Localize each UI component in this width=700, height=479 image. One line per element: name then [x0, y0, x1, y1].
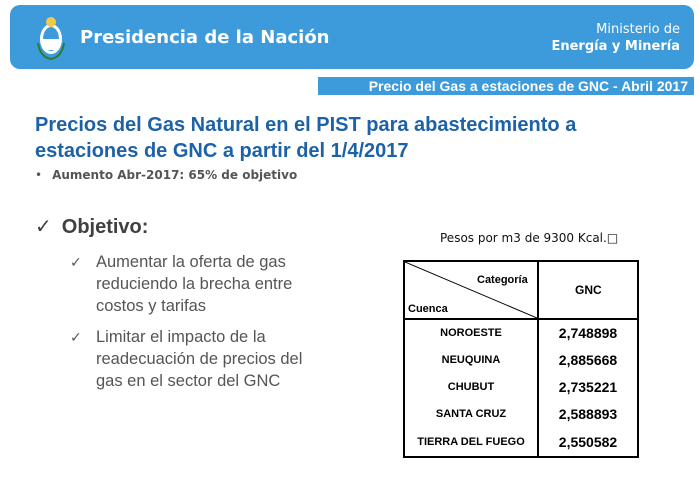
header-cuenca: Cuenca	[408, 303, 448, 315]
increase-text: Aumento Abr-2017: 65% de objetivo	[52, 168, 298, 182]
slide-title	[35, 112, 675, 164]
objetivo-item-line: costos y tarifas	[96, 297, 207, 315]
gnc-cell: 2,550582	[558, 434, 618, 450]
table-row	[405, 324, 637, 344]
table-divider	[405, 318, 637, 320]
checkmark-icon: ✓	[35, 216, 52, 238]
objetivo-item-line: Limitar el impacto de la	[96, 328, 266, 346]
presidency-logo-text: Presidencia de la Nación	[80, 27, 330, 48]
table-caption: Pesos por m3 de 9300 Kcal.□	[440, 231, 619, 245]
cuenca-cell: NEUQUINA	[441, 354, 501, 366]
checkmark-icon: ✓	[70, 254, 82, 270]
price-table	[403, 260, 639, 458]
bullet-dot-icon: •	[35, 168, 43, 182]
table-row	[405, 351, 637, 371]
subheader-bar	[318, 77, 694, 95]
coat-of-arms-icon	[34, 13, 68, 61]
subheader-text: Precio del Gas a estaciones de GNC - Abril 2017	[368, 78, 688, 94]
cuenca-cell: TIERRA DEL FUEGO	[417, 436, 525, 448]
cuenca-cell: SANTA CRUZ	[435, 408, 507, 420]
slide-title-line2: estaciones de GNC a partir del 1/4/2017	[35, 140, 409, 162]
objetivo-item	[70, 326, 302, 392]
cuenca-cell: NOROESTE	[440, 327, 502, 339]
ministry-line1: Ministerio de	[596, 22, 680, 37]
header-banner	[10, 5, 694, 69]
increase-bullet	[35, 168, 297, 182]
objetivo-label: Objetivo:	[61, 216, 149, 238]
table-row	[405, 405, 637, 425]
ministry-line2: Energía y Minería	[551, 39, 680, 54]
slide-title-line1: Precios del Gas Natural en el PIST para abastecimiento a	[35, 114, 577, 136]
table-row	[405, 433, 637, 453]
gnc-cell: 2,588893	[558, 406, 618, 422]
objetivo-item-line: reduciendo la brecha entre	[96, 275, 293, 293]
cuenca-cell: CHUBUT	[447, 381, 495, 393]
objetivo-item-line: gas en el sector del GNC	[96, 372, 281, 390]
objetivo-item-line: readecuación de precios del	[96, 350, 303, 368]
objetivo-item	[70, 251, 292, 317]
gnc-cell: 2,885668	[558, 352, 618, 368]
header-gnc: GNC	[575, 283, 602, 297]
gnc-cell: 2,735221	[558, 379, 618, 395]
objetivo-item-line: Aumentar la oferta de gas	[96, 253, 286, 271]
checkmark-icon: ✓	[70, 329, 82, 345]
ministry-name	[551, 21, 680, 55]
header-category: Categoría	[477, 274, 528, 286]
objetivo-heading	[35, 214, 148, 239]
gnc-cell: 2,748898	[558, 325, 618, 341]
table-row	[405, 378, 637, 398]
